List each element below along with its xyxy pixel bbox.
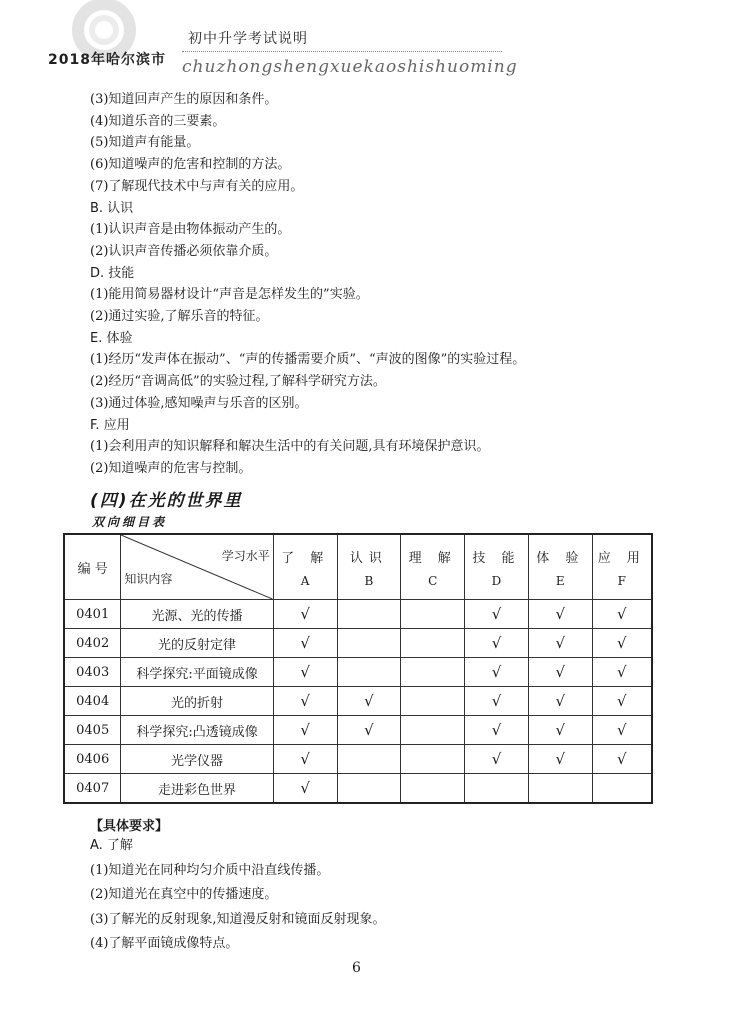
level-header-d [465, 534, 529, 600]
table-title: 双向细目表 [92, 515, 168, 529]
row-topic: 光的折射 [121, 687, 273, 716]
check-cell: √ [528, 600, 592, 629]
requirement-item: (4)知道乐音的三要素。 [90, 113, 226, 129]
requirement-item: (1)会利用声的知识解释和解决生活中的有关问题,具有环境保护意识。 [90, 439, 490, 455]
requirements-heading: 【具体要求】 [90, 819, 169, 834]
check-cell [337, 629, 401, 658]
level-header-c [401, 534, 465, 600]
check-cell [401, 774, 465, 804]
check-cell: √ [465, 629, 529, 658]
row-code: 0402 [64, 629, 121, 658]
check-cell: √ [465, 600, 529, 629]
check-cell: √ [273, 600, 337, 629]
check-cell: √ [528, 716, 592, 745]
row-code: 0404 [64, 687, 121, 716]
level-header-a [273, 534, 337, 600]
check-cell [337, 600, 401, 629]
requirement-item: (6)知道噪声的危害和控制的方法。 [90, 157, 291, 173]
level-code: B [364, 573, 374, 588]
check-cell [401, 716, 465, 745]
requirement-item: (5)知道声有能量。 [90, 135, 200, 151]
check-cell: √ [273, 745, 337, 774]
level-name: 体 验 [536, 550, 585, 566]
check-cell: √ [528, 745, 592, 774]
check-cell: √ [528, 658, 592, 687]
row-topic: 光的反射定律 [121, 629, 273, 658]
check-cell: √ [465, 687, 529, 716]
requirement-item: (2)知道光在真空中的传播速度。 [90, 887, 278, 903]
header-pinyin: chuzhongshengxuekaoshishuoming [182, 57, 518, 77]
check-cell: √ [273, 774, 337, 804]
check-cell: √ [592, 658, 652, 687]
diagonal-label-level: 学习水平 [221, 549, 270, 563]
requirement-item: (1)知道光在同种均匀介质中沿直线传播。 [90, 862, 330, 878]
table-row [64, 716, 652, 745]
header-year-label: 2018年哈尔滨市 [48, 52, 166, 68]
check-cell: √ [592, 600, 652, 629]
check-cell [337, 774, 401, 804]
section-subheading: D. 技能 [90, 265, 135, 281]
row-topic: 科学探究:平面镜成像 [121, 658, 273, 687]
row-code: 0401 [64, 600, 121, 629]
check-cell: √ [273, 629, 337, 658]
section-subheading: A. 了解 [90, 838, 133, 853]
check-cell [337, 745, 401, 774]
table-row [64, 658, 652, 687]
table-row [64, 600, 652, 629]
level-code: F [617, 573, 626, 588]
check-cell [401, 745, 465, 774]
check-cell: √ [465, 745, 529, 774]
table-row [64, 745, 652, 774]
check-cell: √ [465, 658, 529, 687]
check-cell: √ [528, 629, 592, 658]
check-cell: √ [465, 716, 529, 745]
level-name: 了 解 [281, 550, 330, 566]
check-cell: √ [273, 687, 337, 716]
check-cell [465, 774, 529, 804]
check-cell [401, 658, 465, 687]
row-code: 0405 [64, 716, 121, 745]
check-cell: √ [592, 629, 652, 658]
level-code: E [555, 573, 565, 588]
requirement-item: (2)认识声音传播必须依靠介质。 [90, 243, 278, 259]
check-cell [401, 600, 465, 629]
check-cell [592, 774, 652, 804]
level-name: 应 用 [597, 550, 646, 566]
check-cell: √ [337, 687, 401, 716]
row-code: 0406 [64, 745, 121, 774]
requirement-item: (1)经历“发声体在振动”、“声的传播需要介质”、“声波的图像”的实验过程。 [90, 352, 526, 368]
diagonal-header-cell [121, 534, 273, 600]
requirement-item: (2)经历“音调高低”的实验过程,了解科学研究方法。 [90, 374, 386, 390]
section-title: (四)在光的世界里 [90, 491, 243, 511]
level-header-f [592, 534, 652, 600]
diagonal-label-content: 知识内容 [124, 572, 173, 586]
level-name: 认识 [349, 550, 388, 566]
header-divider [182, 51, 502, 52]
section-subheading: B. 认识 [90, 200, 134, 216]
header-title: 初中升学考试说明 [188, 31, 308, 47]
row-topic: 科学探究:凸透镜成像 [121, 716, 273, 745]
table-row [64, 774, 652, 804]
check-cell [528, 774, 592, 804]
row-topic: 走进彩色世界 [121, 774, 273, 804]
check-cell: √ [337, 716, 401, 745]
two-way-specification-table [63, 533, 653, 804]
requirement-item: (7)了解现代技术中与声有关的应用。 [90, 178, 304, 194]
check-cell: √ [592, 716, 652, 745]
requirement-item: (1)能用简易器材设计“声音是怎样发生的”实验。 [90, 287, 369, 303]
check-cell [401, 687, 465, 716]
column-header-number: 编 号 [64, 534, 121, 600]
table-row [64, 629, 652, 658]
table-header-row [64, 534, 652, 600]
table-row [64, 687, 652, 716]
row-topic: 光源、光的传播 [121, 600, 273, 629]
level-name: 理 解 [408, 550, 457, 566]
requirement-item: (2)通过实验,了解乐音的特征。 [90, 309, 269, 324]
requirement-item: (2)知道噪声的危害与控制。 [90, 460, 252, 476]
requirement-item: (1)认识声音是由物体振动产生的。 [90, 222, 291, 238]
row-code: 0407 [64, 774, 121, 804]
check-cell: √ [592, 745, 652, 774]
requirement-item: (4)了解平面镜成像特点。 [90, 936, 239, 952]
check-cell: √ [528, 687, 592, 716]
check-cell [337, 658, 401, 687]
level-header-b [337, 534, 401, 600]
page-number: 6 [352, 960, 361, 976]
level-code: A [300, 573, 310, 588]
check-cell: √ [273, 658, 337, 687]
section-subheading: E. 体验 [90, 330, 133, 346]
level-header-e [528, 534, 592, 600]
level-name: 技 能 [472, 550, 521, 566]
diagonal-line [121, 535, 272, 599]
row-code: 0403 [64, 658, 121, 687]
check-cell: √ [592, 687, 652, 716]
requirement-item: (3)知道回声产生的原因和条件。 [90, 92, 278, 107]
row-topic: 光学仪器 [121, 745, 273, 774]
requirement-item: (3)了解光的反射现象,知道漫反射和镜面反射现象。 [90, 911, 386, 927]
level-code: C [428, 573, 438, 588]
requirement-item: (3)通过体验,感知噪声与乐音的区别。 [90, 395, 308, 411]
check-cell: √ [273, 716, 337, 745]
level-code: D [491, 573, 502, 588]
section-subheading: F. 应用 [90, 417, 130, 433]
check-cell [401, 629, 465, 658]
